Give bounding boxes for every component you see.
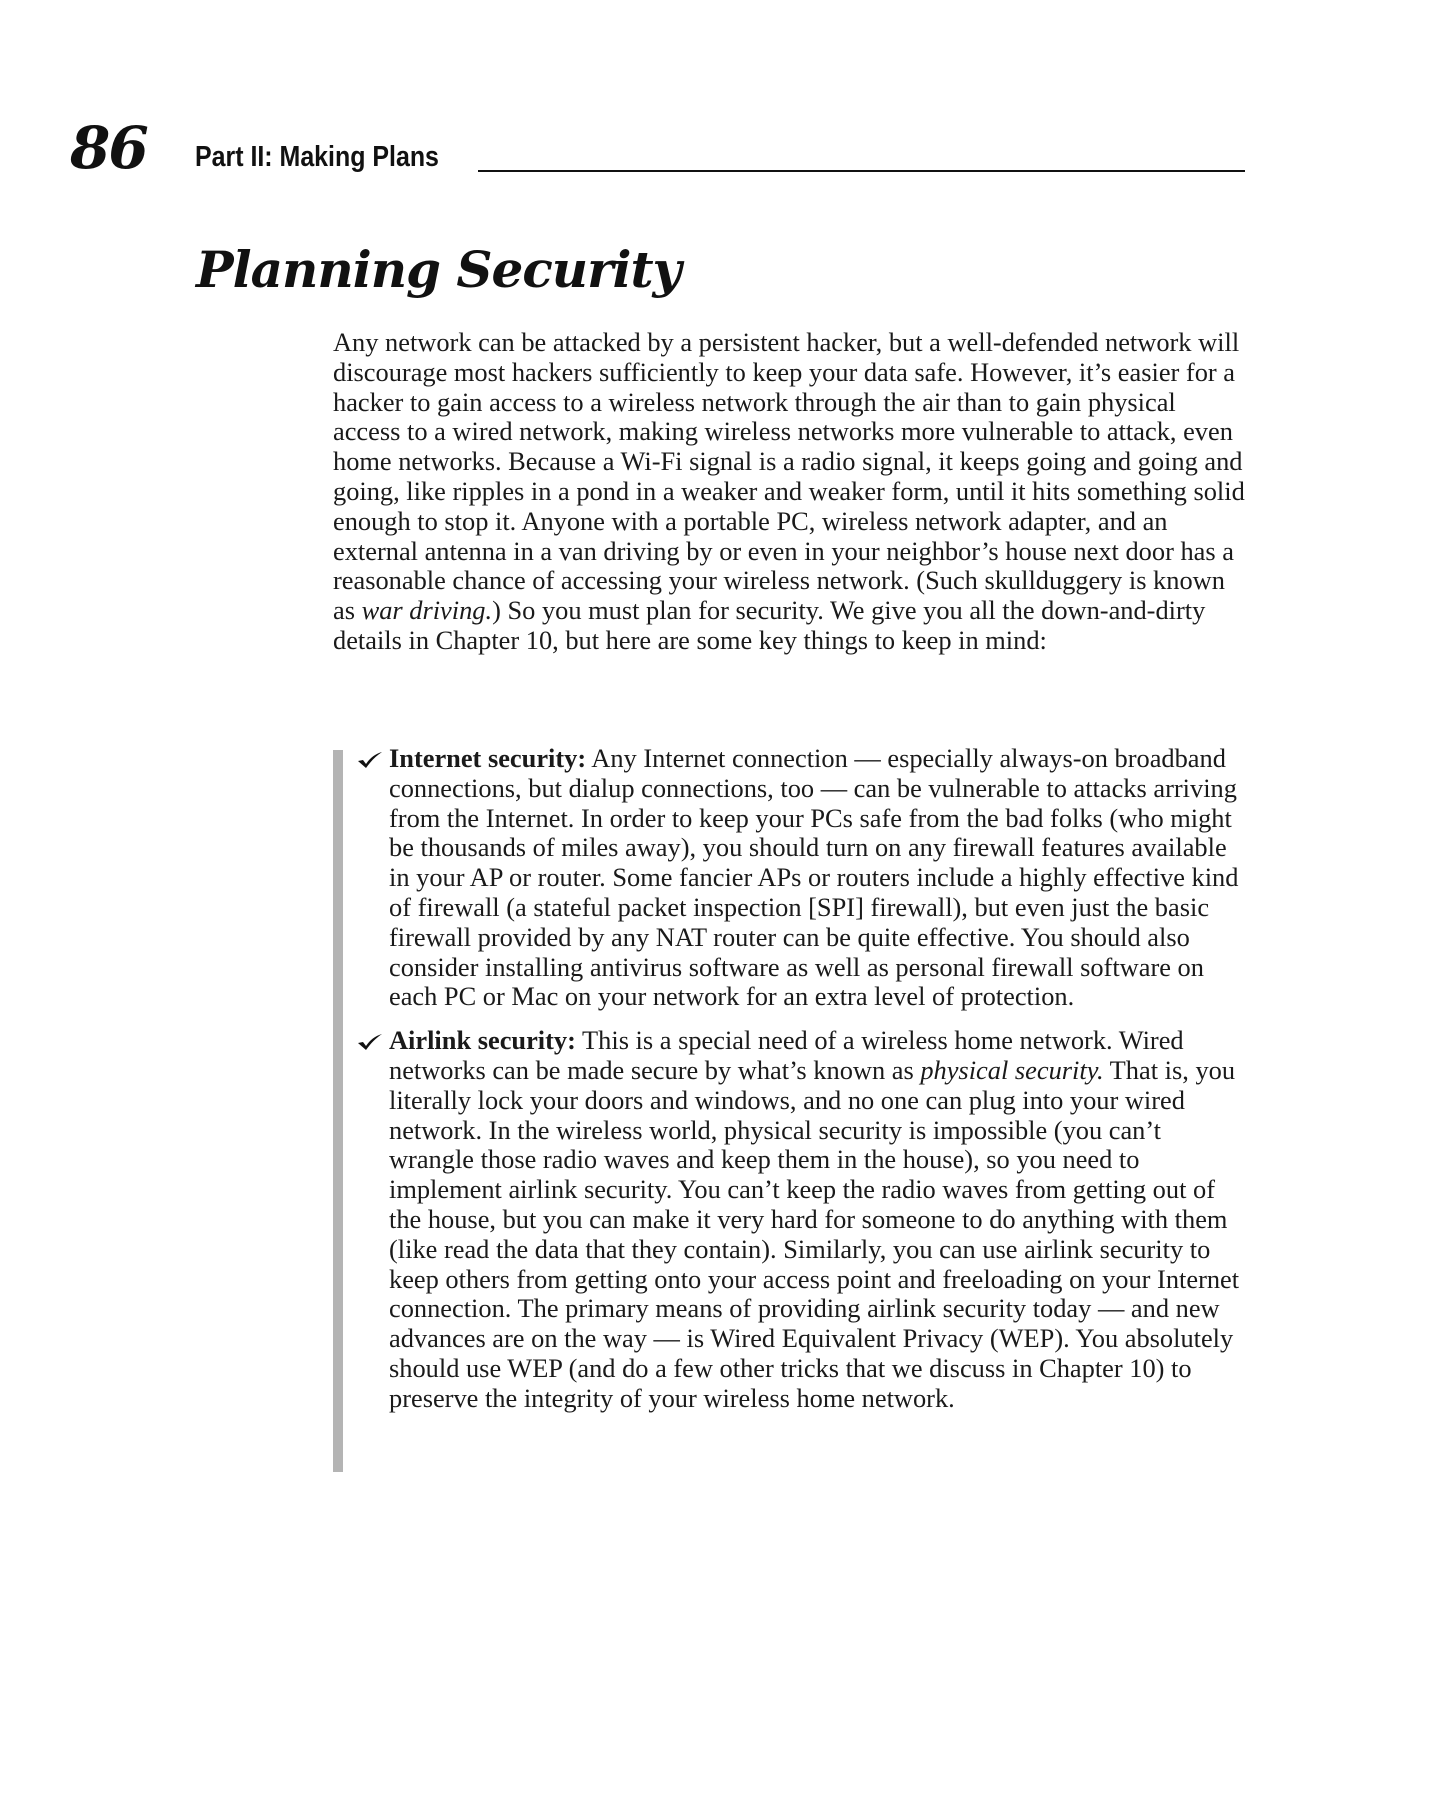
header-rule: [478, 170, 1245, 172]
list-item: [357, 744, 1247, 1012]
bullet-text-continued: That is, you literally lock your doors and windows, and no one can plug into your wired network. In the wireless world, physical security is impossible (you can’t wrangle those radio waves and keep them in the house), so you need to implement airlink security. You can’t keep the radio waves from getting out of the house, but you can make it very hard for someone to do anything with them (like read the data that they contain). Similarly, you can use airlink security to keep others from getting onto your access point and freeloading on your Internet connection. The primary means of providing airlink security today — and new advances are on the way — is Wired Equivalent Privacy (WEP). You absolutely should use WEP (and do a few other tricks that we discuss in Chapter 10) to preserve the integrity of your wireless home network.: [389, 1054, 1240, 1413]
bullet-term: Internet security:: [389, 743, 587, 773]
part-title: Part II: Making Plans: [195, 141, 439, 173]
intro-text-start: Any network can be attacked by a persistent hacker, but a well-defended network will discourage most hackers sufficiently to keep your data safe. However, it’s easier for a hacker to gain access to a wireless network through the air than to gain physical access to a wired network, making wireless networks more vulnerable to attack, even home networks. Because a Wi-Fi signal is a radio signal, it keeps going and going and going, like ripples in a pond in a weaker and weaker form, until it hits something solid enough to stop it. Anyone with a portable PC, wireless network adapter, and an external antenna in a van driving by or even in your neighbor’s house next door has a reasonable chance of accessing your wireless network. (Such skullduggery is known as: [333, 327, 1245, 626]
bullet-text: Any Internet connection — especially always-on broadband connections, but dialup connections, too — can be vulnerable to attacks arriving from the Internet. In order to keep your PCs safe from the bad folks (who might be thousands of miles away), you should turn on any firewall features available in your AP or router. Some fancier APs or routers include a highly effective kind of firewall (a stateful packet inspection [SPI] firewall), but even just the basic firewall provided by any NAT router can be quite effective. You should also consider installing antivirus software as well as personal firewall software on each PC or Mac on your network for an extra level of protection.: [389, 743, 1239, 1012]
page-number: 86: [70, 114, 147, 182]
intro-italic-term: war driving.: [361, 595, 493, 626]
bullet-sidebar-bar: [333, 750, 343, 1472]
check-mark-icon: [357, 751, 383, 769]
bullet-text: This is a special need of a wireless home network. Wired networks can be made secure by what’s known as: [389, 1025, 1184, 1085]
list-item: [357, 1026, 1247, 1413]
section-heading: Planning Security: [196, 240, 681, 299]
bullet-italic-term: physical security.: [920, 1054, 1104, 1085]
intro-text-end: ) So you must plan for security. We give you all the down-and-dirty details in Chapter 10, but here are some key things to keep in mind:: [333, 595, 1206, 655]
bullet-list: [357, 744, 1247, 1414]
intro-paragraph: [333, 328, 1248, 656]
bullet-term: Airlink security:: [389, 1025, 576, 1056]
check-mark-icon: [357, 1033, 383, 1051]
running-head: [70, 114, 1245, 182]
